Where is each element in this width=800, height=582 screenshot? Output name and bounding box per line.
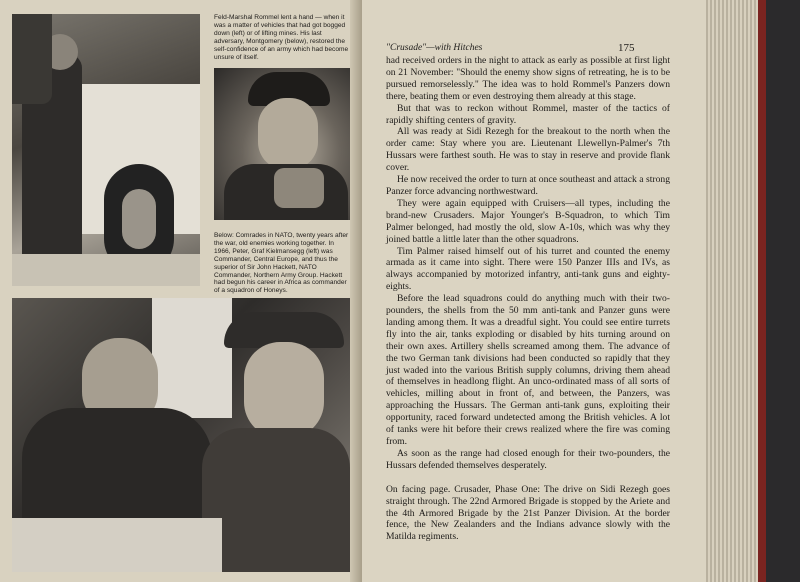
red-page-edge	[758, 0, 766, 582]
paragraph: Tim Palmer raised himself out of his turret and counted the enemy armada as it came into sight. There were 150 Panzer IIIs and IVs, as always accompanied by motorized infantry, anti-tank guns and eighty-eights.	[386, 245, 670, 293]
paragraph: As soon as the range had closed enough for their two-pounders, the Hussars defended themselves desperately.	[386, 447, 670, 471]
paragraph: He now received the order to turn at once southeast and attack a strong Panzer force advancing northwestward.	[386, 174, 670, 197]
caption-rommel: Feld-Marshal Rommel lent a hand — when it was a matter of vehicles that had got bogged down (left) or of lifting mines. His last adversary, Montgomery (below), restored the self-confidence of an army which had become unsure of itself.	[214, 14, 349, 61]
caption-nato: Below: Comrades in NATO, twenty years after the war, old enemies working together. In 1966, Peter, Graf Kielmansegg (left) was Commander, Central Europe, and thus the superior of Sir John Hackett, NATO Commander, Northern Army Group. Hackett had begun his career in Africa as commander of a squadron of Honeys.	[214, 232, 349, 295]
photo-rommel-vehicle	[12, 14, 200, 286]
photo-nato-commanders	[12, 298, 350, 572]
left-page	[0, 0, 362, 582]
paragraph: They were again equipped with Cruisers—all types, including the brand-new Crusaders. Major Younger's B-Squadron, to which Tim Palmer belonged, had mostly the old, slow A-10s, which was why they joined battle a little later than the other squadrons.	[386, 197, 670, 245]
paragraph: All was ready at Sidi Rezegh for the breakout to the north when the order came: Stay where you are. Lieutenant Llewellyn-Palmer's 7th Hussars were farthest south. He was to stay in reserve and provide flank cover.	[386, 126, 670, 174]
running-head: "Crusade"—with Hitches	[386, 43, 483, 53]
body-text	[386, 55, 670, 543]
page-edges	[706, 0, 758, 582]
paragraph: Before the lead squadrons could do anything much with their two-pounders, the shells from the 50 mm anti-tank and Panzer guns were landing among them. It was a dreadful sight. You could see entire turrets fly into the air, tanks exploding or disabled by hits turning around on their own axes. Artillery shells screamed among them. The advance of the two German tank divisions had been conducted so rapidly that they just waded into the various British supply columns, driving them ahead of themselves in headlong flight. An unco-ordinated mass of all sorts of vehicles, milling about in front of, and between, the Panzers, was approaching the Hussars. The German anti-tank guns, exploiting their opportunity, raced forward undetected among the British vehicles. A lot of tanks were hit before their crews realized where the fire was coming from.	[386, 293, 670, 447]
facing-page-note: On facing page. Crusader, Phase One: The drive on Sidi Rezegh goes straight through. The 22nd Armored Brigade is stopped by the Ariete and the 4th Armored Brigade by the 21st Panzer Division. At the border fence, the New Zealanders and the Indians advance slowly with the Matilda regiments.	[386, 483, 670, 543]
photo-montgomery	[214, 68, 354, 220]
paragraph: had received orders in the night to attack as early as possible at first light on 21 November: "Should the enemy show signs of retreating, he is to be pursued remorselessly." The idea was to hold Rommel's Panzers down there, beating them or even destroying them already at this stage.	[386, 55, 670, 102]
page-number: 175	[618, 42, 635, 54]
paragraph: But that was to reckon without Rommel, master of the tactics of rapidly shifting centers of gravity.	[386, 102, 670, 126]
book-cover	[766, 0, 800, 582]
